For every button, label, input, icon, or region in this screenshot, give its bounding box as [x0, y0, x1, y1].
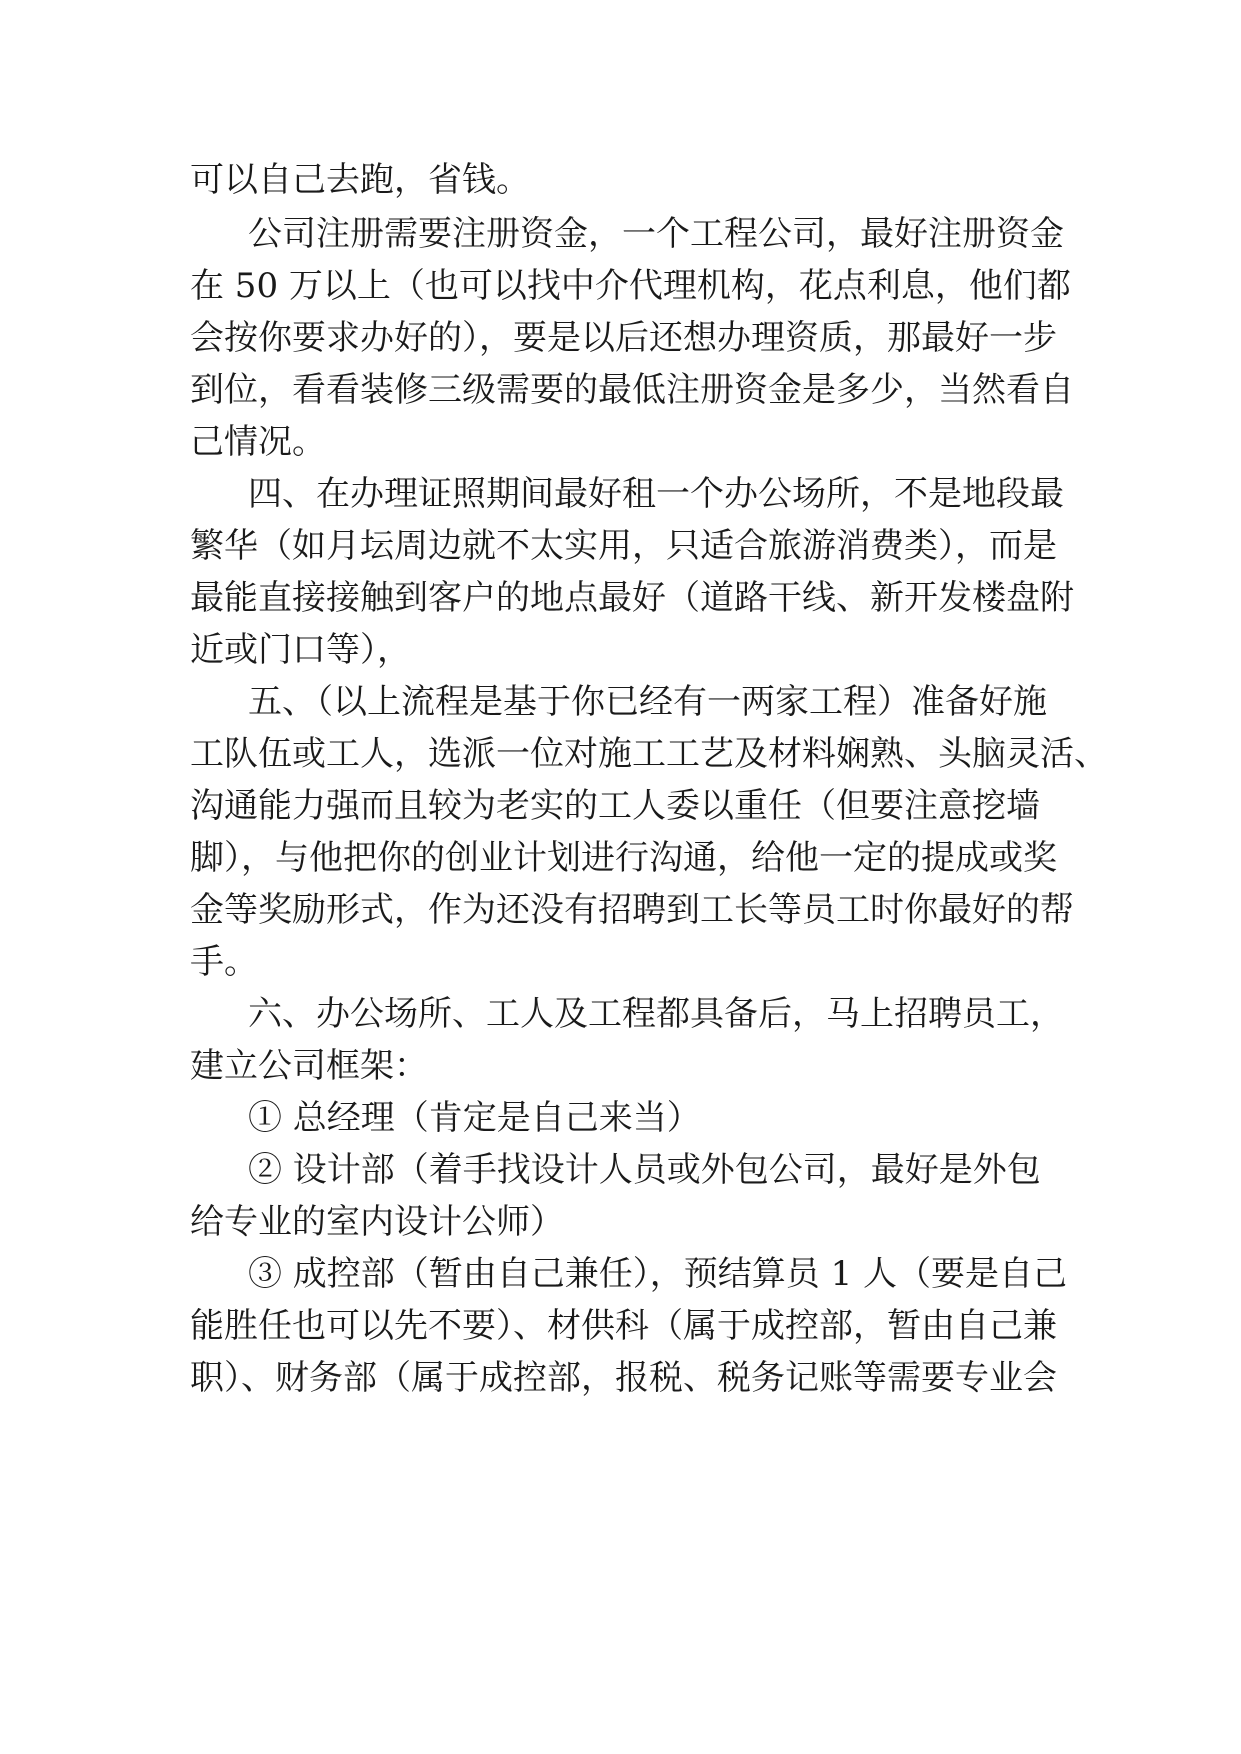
text-line: 在 50 万以上（也可以找中介代理机构，花点利息，他们都	[190, 266, 1071, 306]
text-line: 工队伍或工人，选派一位对施工工艺及材料娴熟、头脑灵活、	[190, 734, 1108, 774]
list-item-text: ③ 成控部（暂由自己兼任），预结算员 1 人（要是自己	[248, 1254, 1068, 1294]
text-line: 四、在办理证照期间最好租一个办公场所，不是地段最	[248, 474, 1064, 514]
text-line: 己情况。	[190, 422, 326, 462]
text-line: 金等奖励形式，作为还没有招聘到工长等员工时你最好的帮	[190, 890, 1074, 930]
text-line: 沟通能力强而且较为老实的工人委以重任（但要注意挖墙	[190, 786, 1040, 826]
text-line: 近或门口等），	[190, 630, 411, 670]
text-line: 能胜任也可以先不要）、材供科（属于成控部，暂由自己兼	[190, 1306, 1057, 1346]
list-item-text: ② 设计部（着手找设计人员或外包公司，最好是外包	[248, 1150, 1041, 1190]
text-line: 到位，看看装修三级需要的最低注册资金是多少，当然看自	[190, 370, 1074, 410]
text-line: 五、（以上流程是基于你已经有一两家工程）准备好施	[248, 682, 1047, 722]
text-line: 六、办公场所、工人及工程都具备后，马上招聘员工，	[248, 994, 1064, 1034]
text-line: 会按你要求办好的），要是以后还想办理资质，那最好一步	[190, 318, 1057, 358]
text-line: 建立公司框架：	[190, 1046, 428, 1086]
text-line: 给专业的室内设计公师）	[190, 1202, 564, 1242]
text-line: 繁华（如月坛周边就不太实用，只适合旅游消费类），而是	[190, 526, 1057, 566]
text-line: 职）、财务部（属于成控部，报税、税务记账等需要专业会	[190, 1358, 1057, 1398]
text-line: 手。	[190, 942, 258, 982]
text-line: 公司注册需要注册资金，一个工程公司，最好注册资金	[248, 214, 1064, 254]
text-line: 可以自己去跑，省钱。	[190, 160, 530, 200]
text-line: 脚），与他把你的创业计划进行沟通，给他一定的提成或奖	[190, 838, 1057, 878]
list-item-text: ① 总经理（肯定是自己来当）	[248, 1098, 701, 1138]
text-line: 最能直接接触到客户的地点最好（道路干线、新开发楼盘附	[190, 578, 1074, 618]
